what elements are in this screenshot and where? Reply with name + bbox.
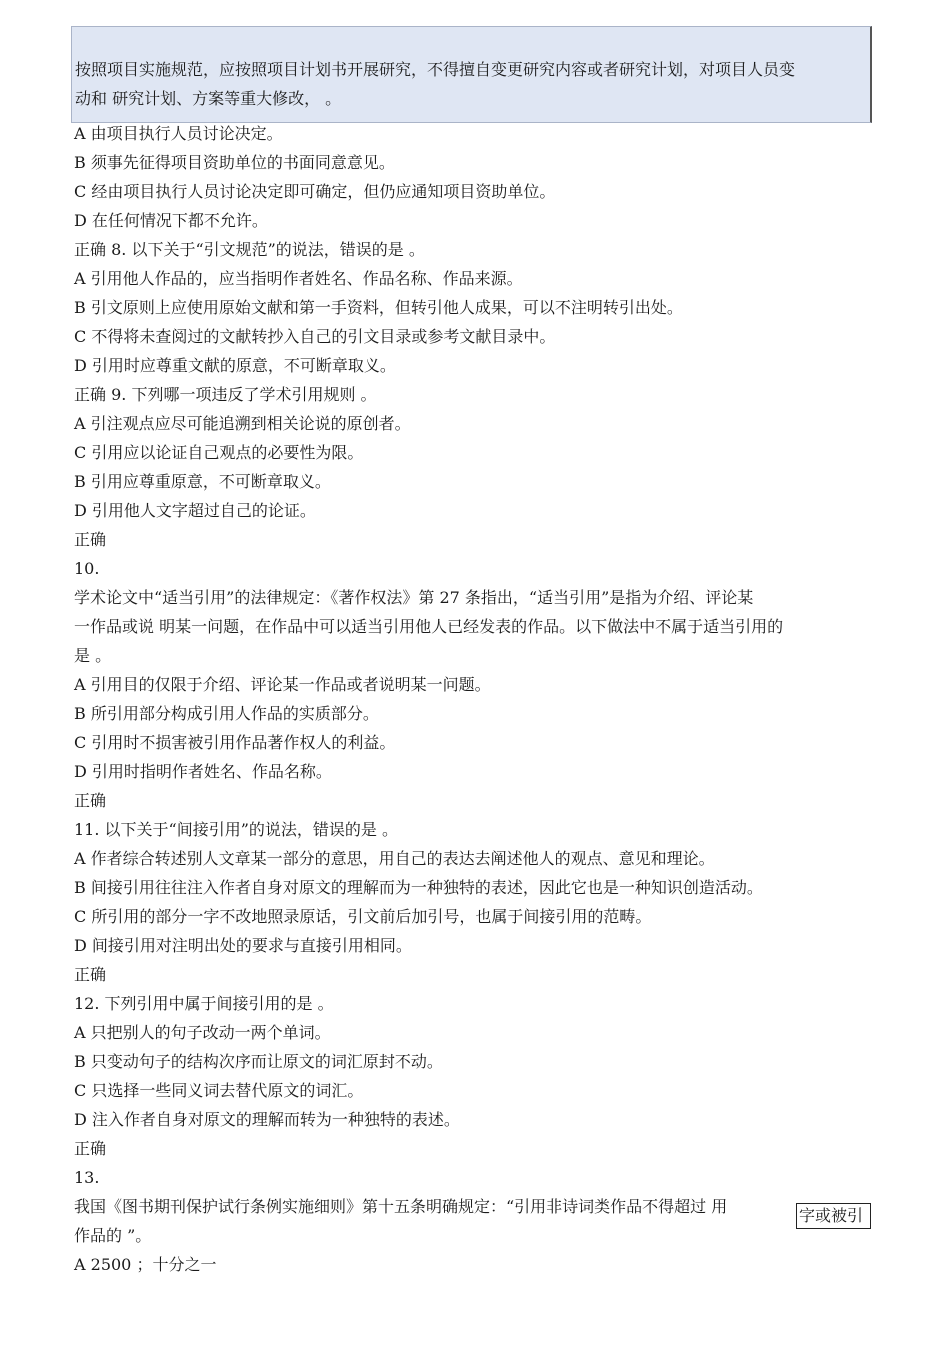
text-line: D 引用时应尊重文献的原意，不可断章取义。 [74, 356, 396, 375]
text-line: 11. 以下关于“间接引用”的说法，错误的是 。 [74, 820, 398, 839]
question-7-text-line-1: 按照项目实施规范，应按照项目计划书开展研究，不得擅自变更研究内容或者研究计划，对项目人员变 [75, 60, 796, 79]
text-line: 一作品或说 明某一问题，在作品中可以适当引用他人已经发表的作品。以下做法中不属于适当引用的 [74, 617, 784, 636]
text-line: A 2500 ；十分之一 [74, 1255, 217, 1274]
text-line: A 由项目执行人员讨论决定。 [74, 124, 283, 143]
text-line: 正确 [74, 791, 107, 810]
text-line: C 经由项目执行人员讨论决定即可确定，但仍应通知项目资助单位。 [74, 182, 556, 201]
text-line: 我国《图书期刊保护试行条例实施细则》第十五条明确规定：“引用非诗词类作品不得超过 用 [74, 1197, 728, 1216]
text-line: A 引用他人作品的，应当指明作者姓名、作品名称、作品来源。 [74, 269, 523, 288]
text-line: 正确 [74, 530, 107, 549]
text-line: A 引注观点应尽可能追溯到相关论说的原创者。 [74, 414, 411, 433]
text-line: B 所引用部分构成引用人作品的实质部分。 [74, 704, 379, 723]
text-line: C 只选择一些同义词去替代原文的词汇。 [74, 1081, 364, 1100]
text-line: A 引用目的仅限于介绍、评论某一作品或者说明某一问题。 [74, 675, 491, 694]
text-line: 正确 [74, 1139, 107, 1158]
text-line: C 所引用的部分一字不改地照录原话，引文前后加引号，也属于间接引用的范畴。 [74, 907, 652, 926]
text-line: 10. [74, 559, 100, 578]
text-line: A 只把别人的句子改动一两个单词。 [74, 1023, 331, 1042]
text-line: C 引用应以论证自己观点的必要性为限。 [74, 443, 364, 462]
text-line: 13. [74, 1168, 100, 1187]
text-line: D 在任何情况下都不允许。 [74, 211, 268, 230]
text-line: 正确 8. 以下关于“引文规范”的说法，错误的是 。 [74, 240, 425, 259]
question-7-text-line-2: 动和 研究计划、方案等重大修改， 。 [75, 89, 342, 108]
text-line: D 引用他人文字超过自己的论证。 [74, 501, 316, 520]
text-line: 正确 9. 下列哪一项违反了学术引用规则 。 [74, 385, 377, 404]
text-line: B 只变动句子的结构次序而让原文的词汇原封不动。 [74, 1052, 443, 1071]
text-line: 是 。 [74, 646, 112, 665]
text-line: C 引用时不损害被引用作品著作权人的利益。 [74, 733, 396, 752]
text-line: D 注入作者自身对原文的理解而转为一种独特的表述。 [74, 1110, 460, 1129]
question-7-highlight [71, 26, 872, 123]
text-line: 作品的 ”。 [74, 1226, 152, 1245]
text-line: D 间接引用对注明出处的要求与直接引用相同。 [74, 936, 412, 955]
text-line: C 不得将未查阅过的文献转抄入自己的引文目录或参考文献目录中。 [74, 327, 556, 346]
text-line: 12. 下列引用中属于间接引用的是 。 [74, 994, 334, 1013]
text-line: 学术论文中“适当引用”的法律规定：《著作权法》第 27 条指出，“适当引用”是指为介绍、评论某 [74, 588, 754, 607]
text-line: D 引用时指明作者姓名、作品名称。 [74, 762, 332, 781]
text-line: B 须事先征得项目资助单位的书面同意意见。 [74, 153, 395, 172]
boxed-text-annotation: 字或被引 [796, 1203, 871, 1229]
text-line: B 间接引用往往注入作者自身对原文的理解而为一种独特的表述，因此它也是一种知识创造活动。 [74, 878, 763, 897]
text-line: 正确 [74, 965, 107, 984]
text-line: B 引用应尊重原意，不可断章取义。 [74, 472, 331, 491]
text-line: A 作者综合转述别人文章某一部分的意思，用自己的表达去阐述他人的观点、意见和理论。 [74, 849, 715, 868]
text-line: B 引文原则上应使用原始文献和第一手资料，但转引他人成果，可以不注明转引出处。 [74, 298, 683, 317]
